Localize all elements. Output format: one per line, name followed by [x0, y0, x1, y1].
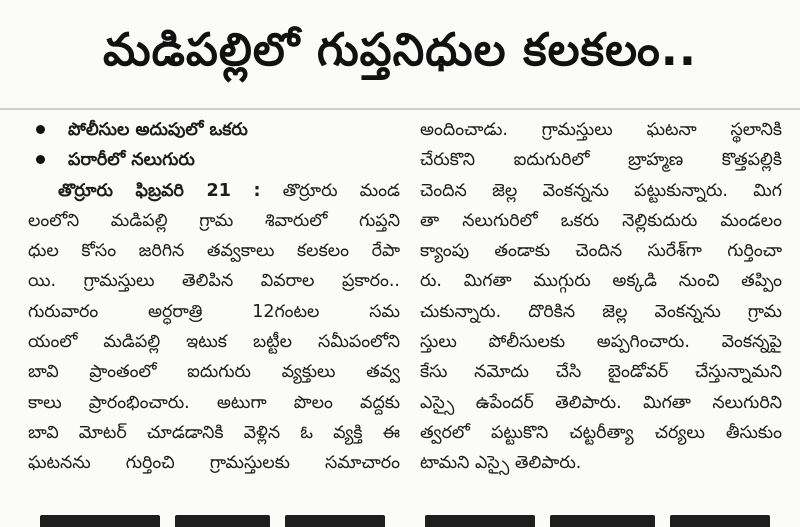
bullet-point	[28, 115, 400, 145]
bullet-point	[28, 145, 400, 175]
headline-fragment	[175, 515, 270, 527]
bullet-icon	[36, 155, 45, 164]
article-line: స్తులు పోలీసులకు అప్పగించారు. వెంకన్నపై	[420, 332, 782, 353]
headline-fragment	[285, 515, 385, 527]
article-line: యంలో మడిపల్లి ఇటుక బట్టీల సమీపంలోని	[28, 332, 400, 353]
article-line: బావి మోటర్ చూడడానికి వెళ్లిన ఓ వ్యక్తి ఈ	[28, 422, 400, 443]
article-line: లంలోని మడిపల్లి గ్రామ శివారులో గుప్తని	[28, 210, 400, 231]
article-line: కేసు నమోదు చేసి బైండోవర్ చేస్తున్నామని	[420, 362, 782, 383]
article-column-left	[28, 115, 400, 479]
article-line: కాలు ప్రారంభించారు. అటుగా పొలం వద్దకు	[28, 392, 400, 413]
next-article-headline-fragment	[0, 515, 800, 527]
headline-fragment	[550, 515, 655, 527]
article-line: టామని ఎస్సై తెలిపారు.	[420, 453, 582, 474]
headline-divider	[0, 108, 800, 110]
article-column-right	[420, 115, 782, 479]
dateline: తొర్రూరు ఫిబ్రవరి 21 :	[58, 180, 261, 201]
article-line: యి. గ్రామస్తులు తెలిపిన వివరాల ప్రకారం..	[28, 271, 400, 292]
article-line: తా నలుగురిలో ఒకరు నెల్లికుదురు మండలం	[420, 210, 782, 231]
article-line: త్వరలో పట్టుకొని చట్టరీత్యా చర్యలు తీసుకుం	[420, 422, 782, 443]
article-line: క్యాంపు తండాకు చెందిన సురేశ్‌గా గుర్తించా	[420, 241, 782, 262]
article-line: బావి ప్రాంతంలో ఐదుగురు వ్యక్తులు తవ్వ	[28, 362, 400, 383]
article-line: అందించాడు. గ్రామస్తులు ఘటనా స్థలానికి	[420, 120, 782, 140]
article-line: తొర్రూరు ఫిబ్రవరి 21 : తొర్రూరు మండ	[58, 180, 400, 201]
headline: మడిపల్లిలో గుప్తనిధుల కలకలం..	[103, 23, 697, 76]
article-line: గురువారం అర్ధరాత్రి 12గంటల సమ	[28, 301, 400, 322]
bullet-text: పోలీసుల అదుపులో ఒకరు	[68, 120, 248, 140]
bullet-text: పరారీలో నలుగురు	[68, 150, 195, 171]
article-line: ధుల కోసం జరిగిన తవ్వకాలు కలకలం రేపా	[28, 241, 400, 262]
headline-fragment	[425, 515, 535, 527]
article-line: చెందిన జెల్ల వెంకన్నను పట్టుకున్నారు. మిగ	[420, 180, 782, 201]
article-line: చుకున్నారు. దొరికిన జెల్ల వెంకన్నను గ్రామ	[420, 301, 782, 322]
headline-fragment	[670, 515, 770, 527]
bullet-icon	[36, 125, 45, 134]
article-line: రు. మిగతా ముగ్గురు అక్కడి నుంచి తప్పిం	[420, 271, 782, 292]
article-line: ఘటనను గుర్తించి గ్రామస్తులకు సమాచారం	[28, 453, 400, 474]
headline-fragment	[40, 515, 160, 527]
article-line: ఎస్సై ఉపేందర్ తెలిపారు. మిగతా నలుగురిని	[420, 392, 782, 413]
article-line: చేరుకొని ఐదుగురిలో బ్రాహ్మణ కొత్తపల్లికి	[420, 150, 782, 171]
